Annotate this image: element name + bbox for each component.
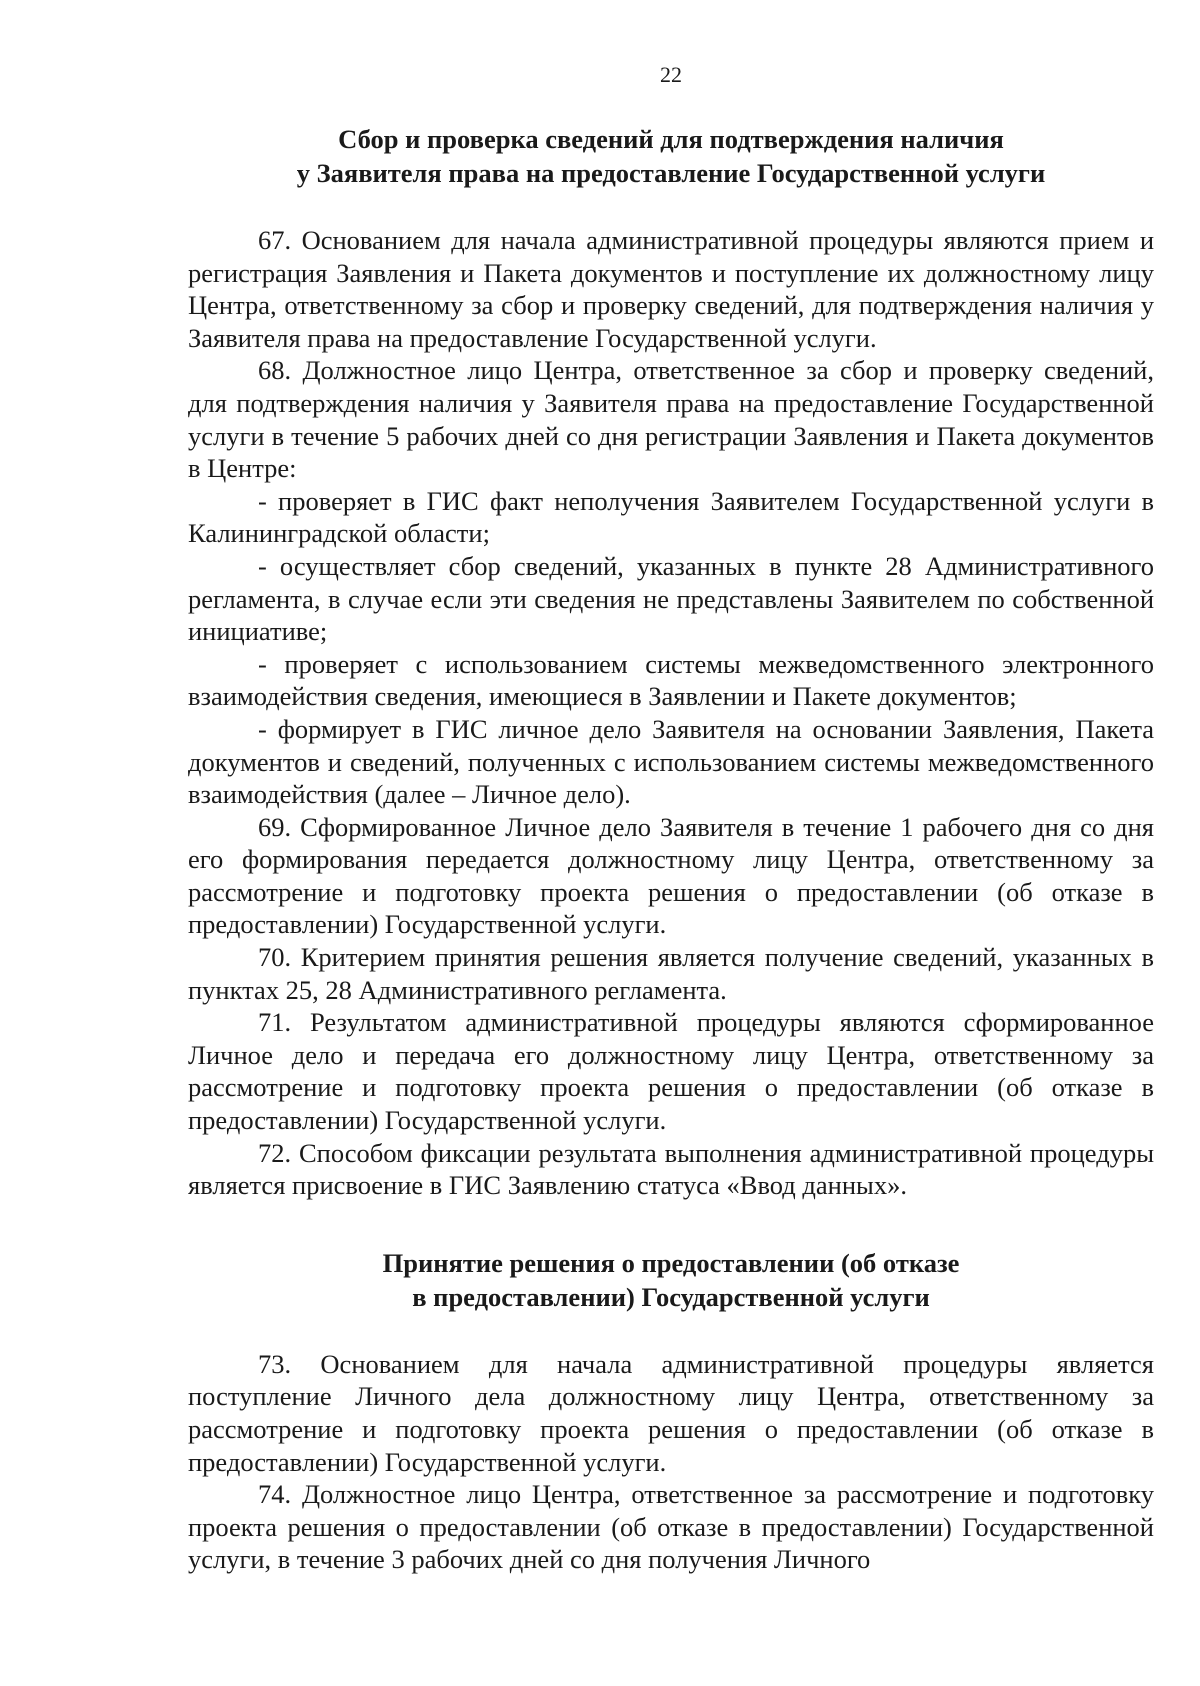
paragraph-72: 72. Способом фиксации результата выполнения административной процедуры является присвоение в ГИС Заявлению статуса «Ввод данных».: [188, 1137, 1154, 1201]
list-item: - проверяет в ГИС факт неполучения Заявителем Государственной услуги в Калининградской области;: [188, 485, 1154, 549]
paragraph-69: 69. Сформированное Личное дело Заявителя в течение 1 рабочего дня со дня его формирования передается должностному лицу Центра, ответственному за рассмотрение и подготовку проекта решения о предоставлении (об отказе в предоставлении) Государственной услуги.: [188, 811, 1154, 940]
paragraph-74: 74. Должностное лицо Центра, ответственное за рассмотрение и подготовку проекта решения о предоставлении (об отказе в предоставлении) Государственной услуги, в течение 3 рабочих дней со дня получения Личного: [188, 1479, 1154, 1575]
page-number: 22: [660, 62, 682, 87]
paragraph-70: 70. Критерием принятия решения является получение сведений, указанных в пунктах 25, 28 Административного регламента.: [188, 942, 1154, 1005]
list-item: - проверяет с использованием системы межведомственного электронного взаимодействия сведения, имеющиеся в Заявлении и Пакете документов;: [188, 648, 1154, 712]
section-heading: [188, 1246, 1154, 1314]
paragraph-71: 71. Результатом административной процедуры являются сформированное Личное дело и передача его должностному лицу Центра, ответственному за рассмотрение и подготовку проекта решения о предоставлении (об отказе в предоставлении) Государственной услуги.: [188, 1007, 1154, 1136]
document-content: [188, 122, 1154, 1576]
list-item: - формирует в ГИС личное дело Заявителя на основании Заявления, Пакета документов и сведений, полученных с использованием системы межведомственного взаимодействия (далее – Личное дело).: [188, 713, 1154, 810]
paragraph-67: 67. Основанием для начала административной процедуры являются прием и регистрация Заявления и Пакета документов и поступление их должностному лицу Центра, ответственному за сбор и проверку сведений, для подтверждения наличия у Заявителя права на предоставление Государственной услуги.: [188, 225, 1154, 353]
paragraph-73: 73. Основанием для начала административной процедуры является поступление Личного дела должностному лицу Центра, ответственному за рассмотрение и подготовку проекта решения о предоставлении (об отказе в предоставлении) Государственной услуги.: [188, 1348, 1154, 1477]
section-body: [188, 224, 1154, 1202]
section-heading-line: в предоставлении) Государственной услуги: [412, 1281, 930, 1312]
section-body: [188, 1348, 1154, 1576]
section-decision: [188, 1246, 1154, 1576]
section-heading: [188, 122, 1154, 190]
paragraph-68: 68. Должностное лицо Центра, ответственное за сбор и проверку сведений, для подтверждения наличия у Заявителя права на предоставление Государственной услуги в течение 5 рабочих дней со дня регистрации Заявления и Пакета документов в Центре:: [188, 355, 1154, 484]
section-heading-line: у Заявителя права на предоставление Государственной услуги: [296, 158, 1046, 188]
list-item: - осуществляет сбор сведений, указанных в пункте 28 Административного регламента, в случае если эти сведения не представлены Заявителем по собственной инициативе;: [188, 550, 1154, 647]
section-heading-line: Сбор и проверка сведений для подтверждения наличия: [338, 124, 1004, 154]
section-collection-verification: [188, 122, 1154, 1202]
section-heading-line: Принятие решения о предоставлении (об отказе: [382, 1247, 960, 1278]
